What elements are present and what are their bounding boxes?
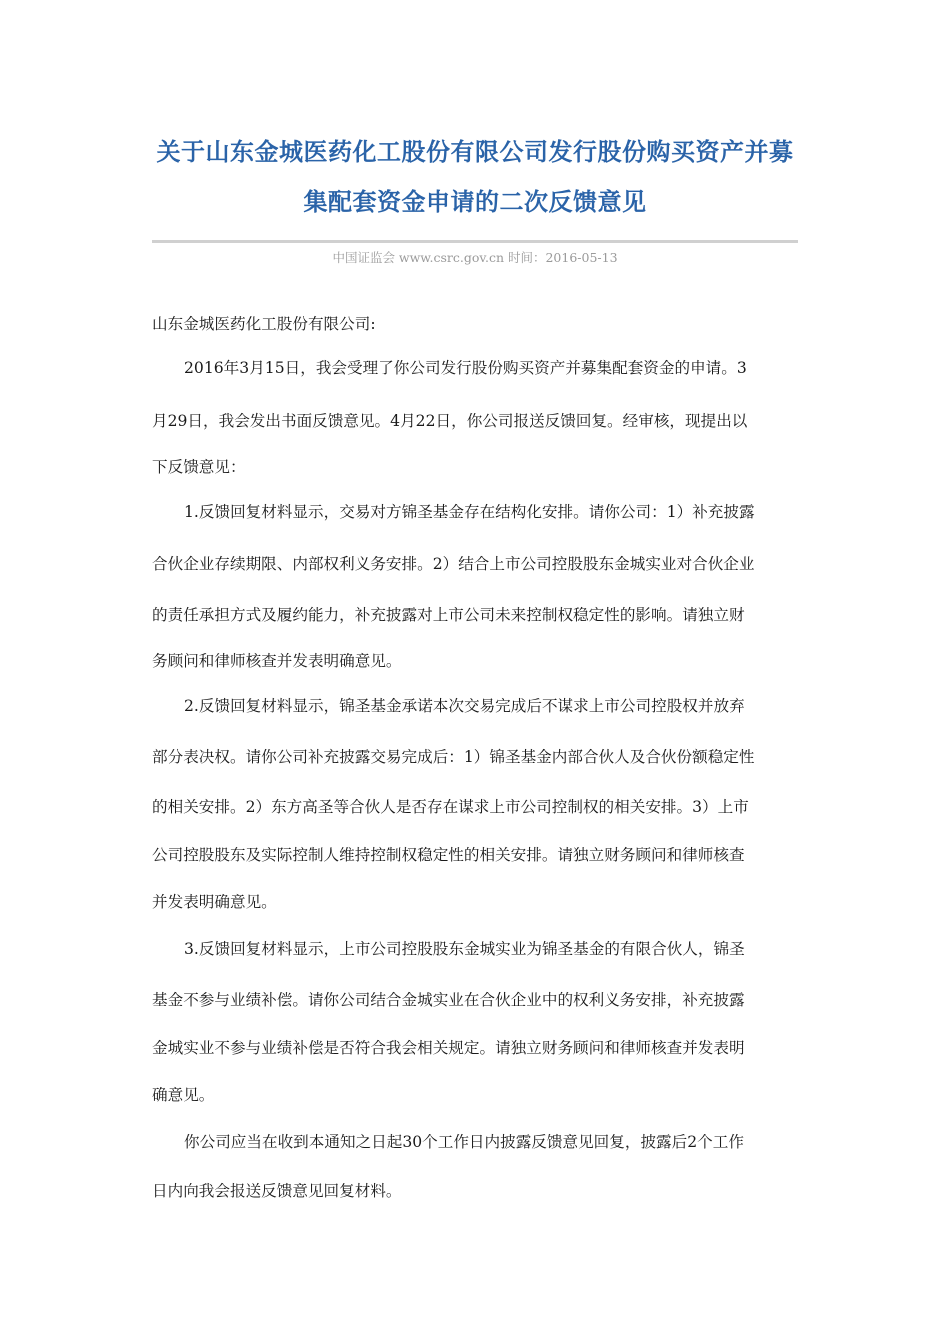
body-line: 3.反馈回复材料显示，上市公司控股股东金城实业为锦圣基金的有限合伙人，锦圣 (184, 940, 745, 958)
body-line: 你公司应当在收到本通知之日起30个工作日内披露反馈意见回复，披露后2个工作 (184, 1133, 744, 1151)
body-line: 金城实业不参与业绩补偿是否符合我会相关规定。请独立财务顾问和律师核查并发表明 (152, 1039, 745, 1057)
body-line: 下反馈意见： (152, 458, 246, 476)
body-line: 的责任承担方式及履约能力，补充披露对上市公司未来控制权稳定性的影响。请独立财 (152, 606, 745, 624)
body-line: 部分表决权。请你公司补充披露交易完成后：1）锦圣基金内部合伙人及合伙份额稳定性 (152, 748, 755, 766)
source-date-meta: 中国证监会 www.csrc.gov.cn 时间：2016-05-13 (332, 250, 618, 265)
body-line: 合伙企业存续期限、内部权利义务安排。2）结合上市公司控股股东金城实业对合伙企业 (152, 555, 755, 573)
body-line: 1.反馈回复材料显示，交易对方锦圣基金存在结构化安排。请你公司：1）补充披露 (184, 503, 755, 521)
body-line: 月29日，我会发出书面反馈意见。4月22日，你公司报送反馈回复。经审核，现提出以 (152, 412, 748, 430)
body-line: 并发表明确意见。 (152, 893, 277, 911)
body-line: 2.反馈回复材料显示，锦圣基金承诺本次交易完成后不谋求上市公司控股权并放弃 (184, 697, 745, 715)
document-title-line-2: 集配套资金申请的二次反馈意见 (303, 188, 647, 216)
body-line: 2016年3月15日，我会受理了你公司发行股份购买资产并募集配套资金的申请。3 (184, 359, 747, 377)
body-line: 务顾问和律师核查并发表明确意见。 (152, 652, 402, 670)
body-line: 基金不参与业绩补偿。请你公司结合金城实业在合伙企业中的权利义务安排，补充披露 (152, 991, 745, 1009)
body-line: 的相关安排。2）东方高圣等合伙人是否存在谋求上市公司控制权的相关安排。3）上市 (152, 798, 749, 816)
body-line: 日内向我会报送反馈意见回复材料。 (152, 1182, 402, 1200)
body-line: 确意见。 (152, 1086, 215, 1104)
salutation: 山东金城医药化工股份有限公司: (152, 315, 376, 333)
body-line: 公司控股股东及实际控制人维持控制权稳定性的相关安排。请独立财务顾问和律师核查 (152, 846, 745, 864)
title-divider (152, 240, 798, 243)
document-title-line-1: 关于山东金城医药化工股份有限公司发行股份购买资产并募 (156, 138, 794, 166)
